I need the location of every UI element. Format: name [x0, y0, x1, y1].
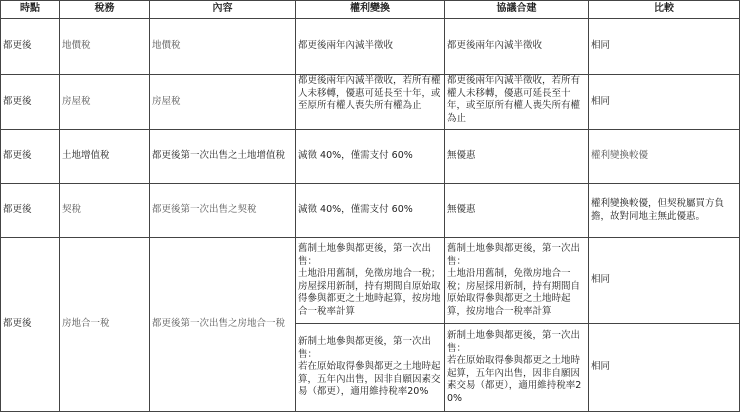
- cell-compare: 相同: [589, 238, 740, 324]
- cell-compare: 權利變換較優，但契稅屬買方負擔，故對同地主無此優惠。: [589, 184, 740, 238]
- cell-tax: 房屋稅: [60, 75, 150, 130]
- cell-coop: 無優惠: [445, 130, 589, 184]
- cell-rights: 都更後兩年內減半徵收，若所有權人未移轉，優惠可延長至十年，或至原所有權人喪失所有權為止: [296, 75, 445, 130]
- cell-tax: 土地增值稅: [60, 130, 150, 184]
- cell-content: 房屋稅: [150, 75, 296, 130]
- header-compare: 比較: [589, 1, 740, 19]
- header-content: 內容: [150, 1, 296, 19]
- table-row-house-tax: [1, 75, 740, 130]
- cell-rights: 減徵 40%，僅需支付 60%: [296, 184, 445, 238]
- cell-rights: [296, 238, 445, 324]
- new-coop-line-2: 若在原始取得參與都更之土地時起算，五年內出售，因非自願因素交易（都更），適用維持稅率20%: [447, 355, 582, 404]
- table-row-land-value-tax: [1, 19, 740, 75]
- cell-tax: 契稅: [60, 184, 150, 238]
- cell-coop: 都更後兩年內減半徵收，若所有權人未移轉，優惠可延長至十年，或至原所有權人喪失所有權為止: [445, 75, 589, 130]
- cell-compare: 權利變換較優: [589, 130, 740, 184]
- cell-time: 都更後: [1, 75, 60, 130]
- cell-content: 地價稅: [150, 19, 296, 75]
- cell-content: 都更後第一次出售之契稅: [150, 184, 296, 238]
- table-row-deed-tax: [1, 184, 740, 238]
- cell-time: 都更後: [1, 19, 60, 75]
- cell-rights: 都更後兩年內減半徵收: [296, 19, 445, 75]
- old-rights-line-1: 舊制土地參與都更後，第一次出售：: [298, 243, 432, 267]
- cell-time: 都更後: [1, 130, 60, 184]
- cell-time: 都更後: [1, 238, 60, 412]
- cell-tax: 房地合一稅: [60, 238, 150, 412]
- new-coop-line-1: 新制土地參與都更後，第一次出售：: [447, 330, 581, 354]
- cell-coop: 無優惠: [445, 184, 589, 238]
- new-rights-line-2: 若在原始取得參與都更之土地時起算，五年內出售，因非自願因素交易（都更），適用維持稅率20%: [298, 361, 441, 398]
- header-row: [1, 1, 740, 19]
- new-rights-line-1: 新制土地參與都更後，第一次出售：: [298, 336, 432, 360]
- cell-rights: 減徵 40%，僅需支付 60%: [296, 130, 445, 184]
- cell-compare: 相同: [589, 324, 740, 412]
- cell-content: 都更後第一次出售之房地合一稅: [150, 238, 296, 412]
- cell-coop: 都更後兩年內減半徵收: [445, 19, 589, 75]
- header-tax: 稅務: [60, 1, 150, 19]
- cell-content: 都更後第一次出售之土地增值稅: [150, 130, 296, 184]
- table-row-house-land-tax-old: [1, 238, 740, 324]
- old-coop-line-1: 舊制土地參與都更後，第一次出售：: [447, 243, 581, 267]
- table-row-land-increment-tax: [1, 130, 740, 184]
- cell-compare: 相同: [589, 75, 740, 130]
- cell-compare: 相同: [589, 19, 740, 75]
- old-rights-line-2: 土地沿用舊制，免徵房地合一稅；房屋採用新制，持有期間自原始取得參與都更之土地時起算，按房地合一稅率計算: [298, 268, 441, 317]
- old-coop-line-2: 土地沿用舊制，免徵房地合一稅；房屋採用新制，持有期間自原始取得參與都更之土地時起算，按房地合一稅率計算: [447, 268, 581, 317]
- cell-coop: [445, 324, 589, 412]
- cell-coop: [445, 238, 589, 324]
- cell-tax: 地價稅: [60, 19, 150, 75]
- header-time: 時點: [1, 1, 60, 19]
- header-cooperative-build: 協議合建: [445, 1, 589, 19]
- header-rights-transform: 權利變換: [296, 1, 445, 19]
- cell-rights: [296, 324, 445, 412]
- cell-time: 都更後: [1, 184, 60, 238]
